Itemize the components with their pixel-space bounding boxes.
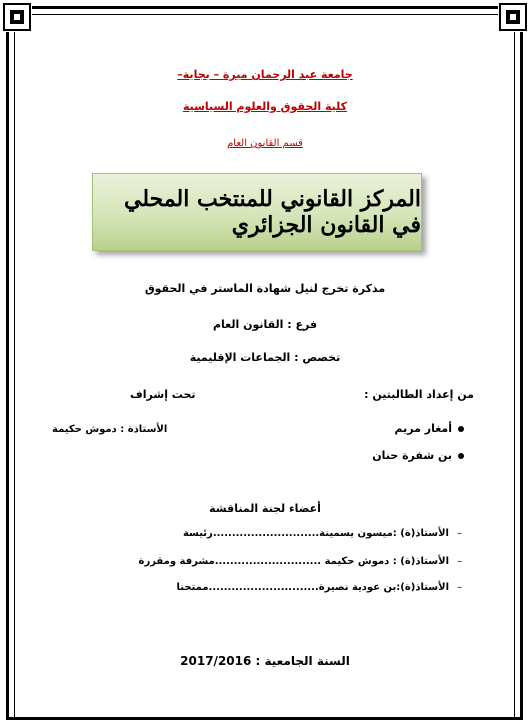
prepared-by-label: من إعداد الطالبتين : <box>364 388 474 401</box>
supervisor-name: الأستاذة : دموش حكيمة <box>52 424 168 435</box>
member-entry: الأستاذ(ة) :ميسون يسمينة............................رئيسة <box>182 528 449 539</box>
memo-subtitle: مذكرة تخرج لنيل شهادة الماستر في الحقوق <box>144 282 386 295</box>
committee-member <box>183 528 462 539</box>
corner-ornament-icon <box>2 2 32 32</box>
supervision-label: تحت إشراف <box>130 388 196 401</box>
page-border-inner <box>14 14 515 720</box>
committee-member <box>139 556 462 567</box>
branch-label: فرع : القانون العام <box>212 318 318 331</box>
member-entry: الأستاذ(ة):بن عودية نصيرة.............................ممتحنا <box>176 582 449 593</box>
dash-icon: – <box>457 528 462 539</box>
student-name: بن شفرة حنان <box>372 449 452 462</box>
student-item <box>372 449 464 462</box>
thesis-title: المركز القانوني للمنتخب المحلي في القانون الجزائري <box>124 186 421 238</box>
corner-ornament-icon <box>498 2 528 32</box>
academic-year: السنة الجامعية : 2017/2016 <box>180 654 350 668</box>
bullet-icon <box>458 453 464 459</box>
student-name: أمغار مريم <box>394 422 452 435</box>
dash-icon: – <box>457 556 462 567</box>
specialty-label: تخصص : الجماعات الإقليمية <box>189 351 341 364</box>
member-entry: الأستاذ(ة) : دموش حكيمة ............................مشرفة ومقررة <box>138 556 449 567</box>
dash-icon: – <box>457 582 462 593</box>
thesis-title-box <box>92 173 422 251</box>
faculty-name: كلية الحقوق والعلوم السياسية <box>182 100 348 113</box>
bullet-icon <box>458 426 464 432</box>
university-name: جامعة عبد الرحمان ميرة – بجاية– <box>177 68 353 81</box>
committee-title: أعضاء لجنة المناقشة <box>209 502 321 515</box>
department-name: قسم القانون العام <box>227 138 303 149</box>
committee-member <box>177 582 463 593</box>
student-item <box>395 422 465 435</box>
